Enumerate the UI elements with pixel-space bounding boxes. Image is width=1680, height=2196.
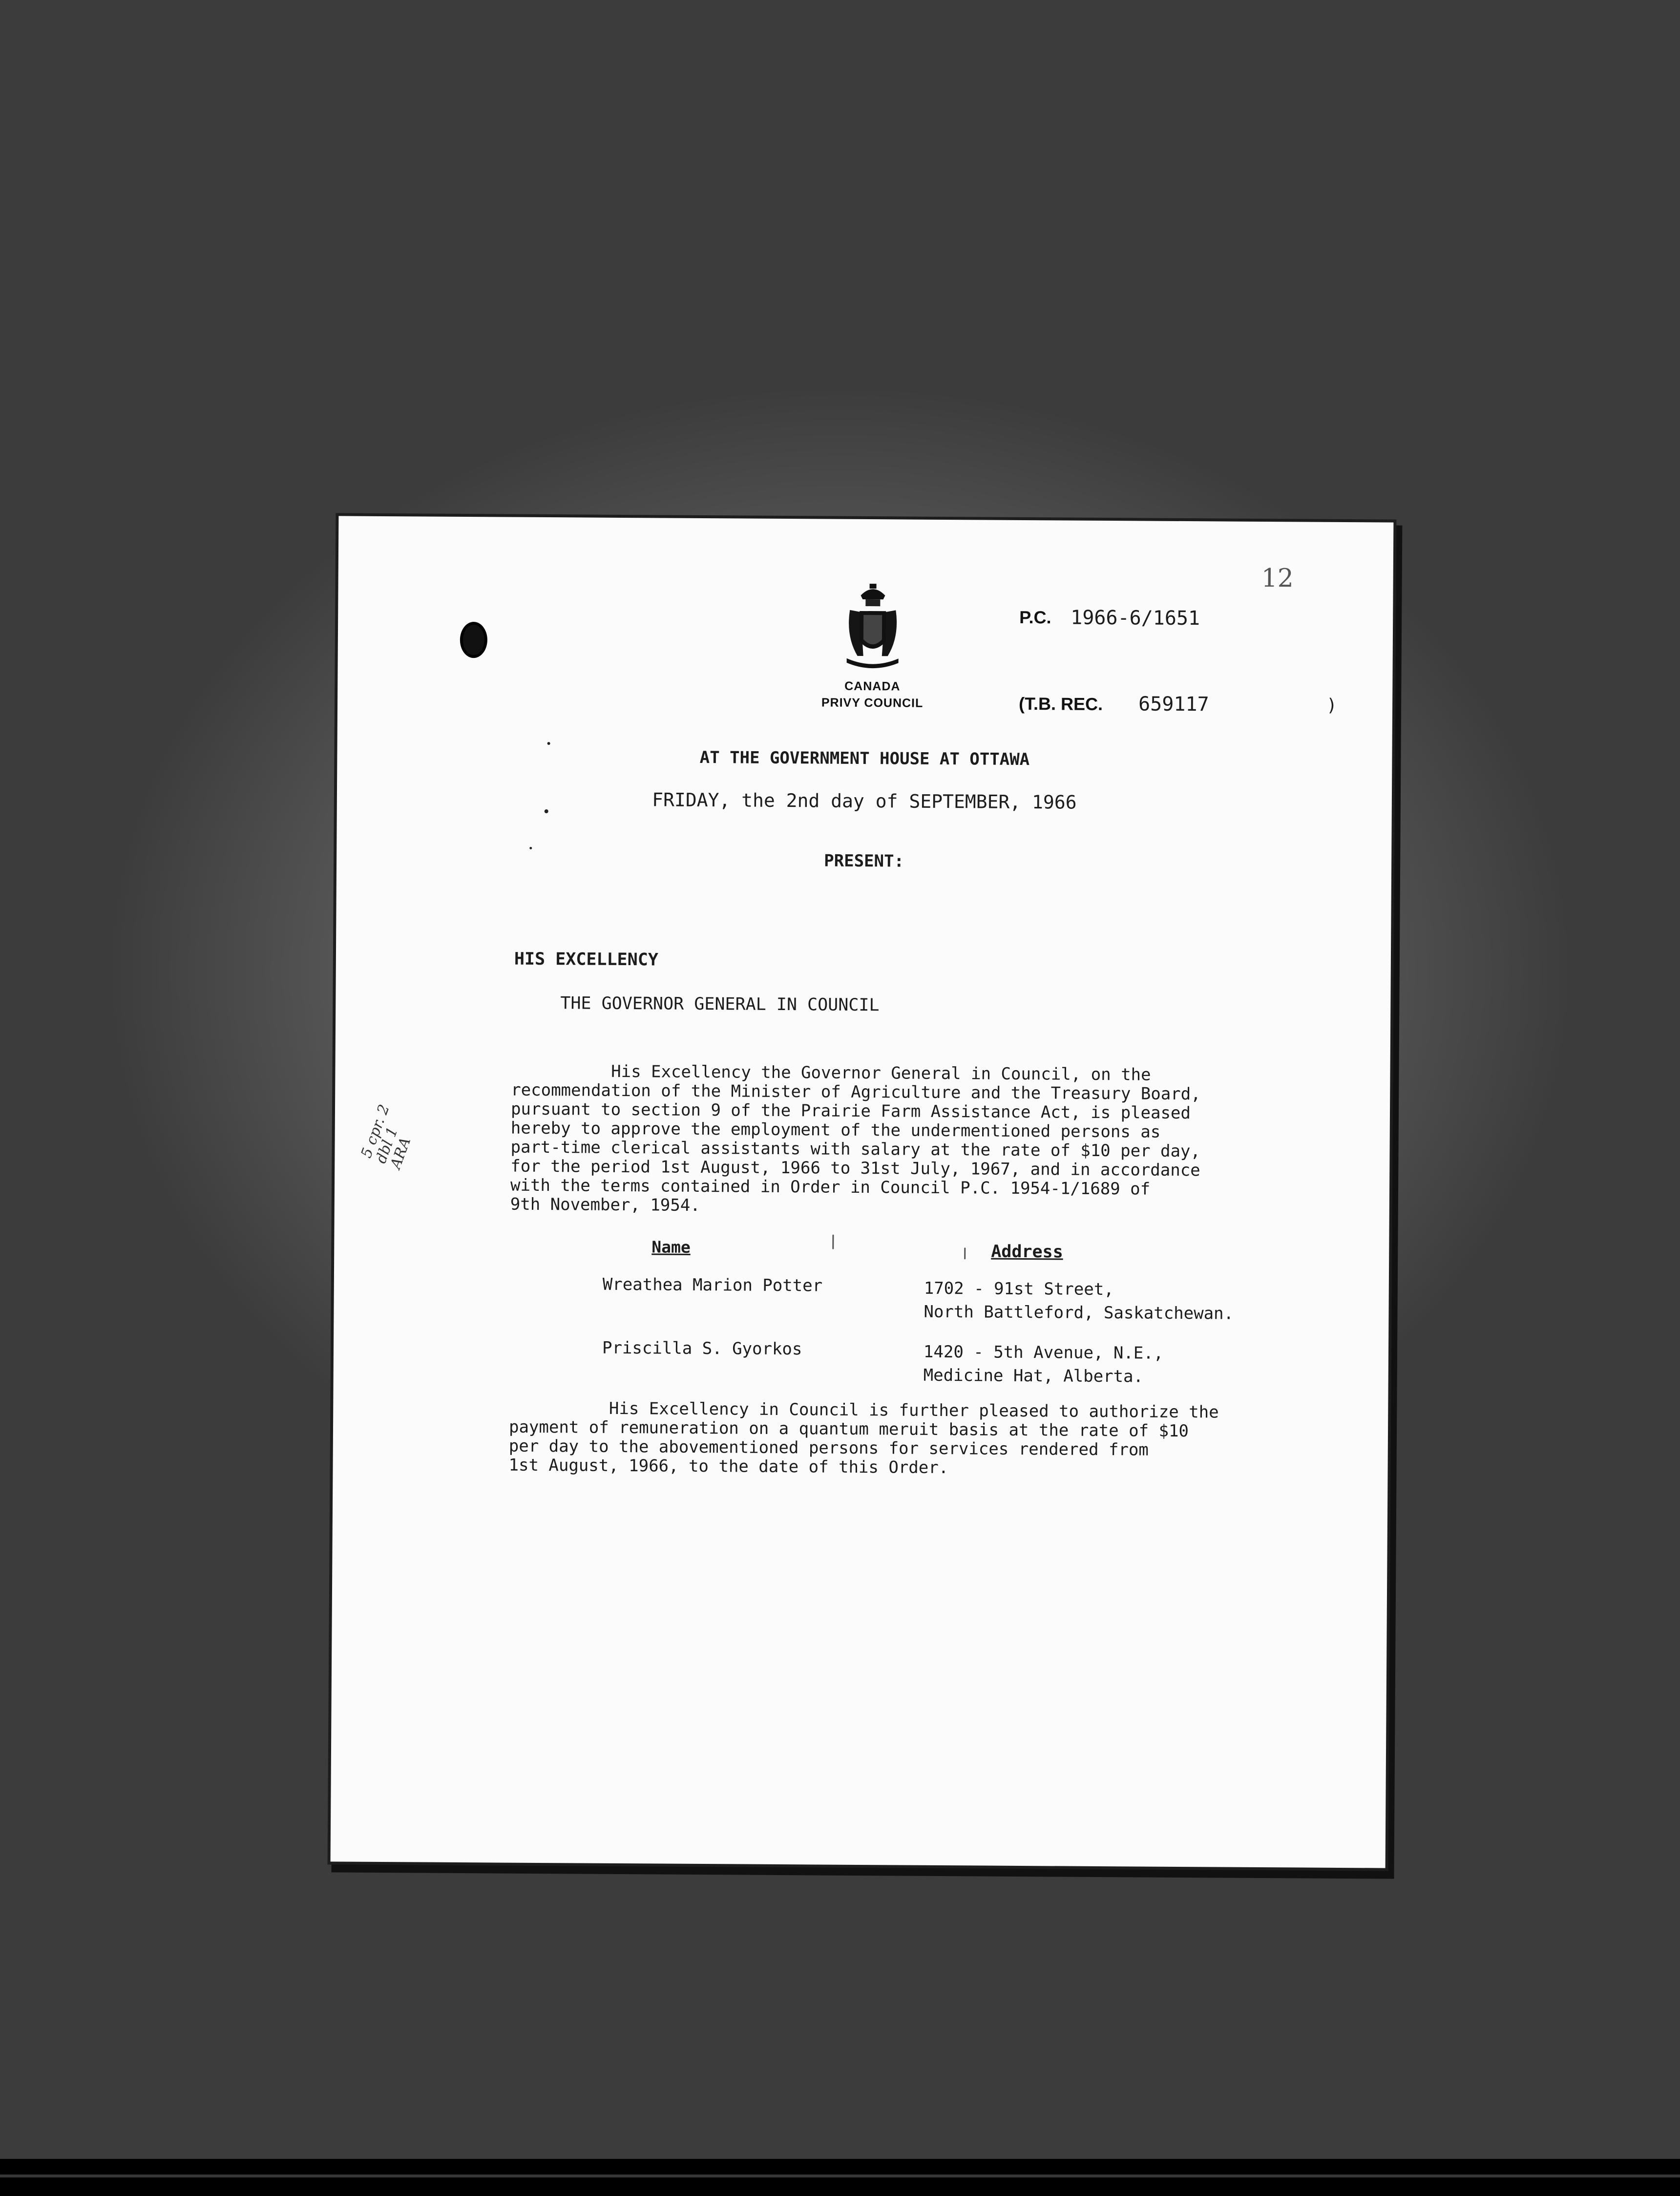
- document-page: [331, 516, 1394, 1868]
- pen-mark: [832, 1235, 834, 1249]
- address-column-header: Address: [991, 1242, 1063, 1262]
- person-address: 1420 - 5th Avenue, N.E., Medicine Hat, Alberta.: [923, 1342, 1164, 1387]
- pc-label: P.C.: [1019, 607, 1051, 628]
- order-paragraph-1: His Excellency the Governor General in Council, on the recommendation of the Minister of Agriculture and the Treasury Board, pursuant to section 9 of the Prairie Farm Assistance Act, is pleased hereby to approve the employment of the undermentioned persons as part-time clerical assistants with salary at the rate of $10 per day, for the period 1st August, 1966 to 31st July, 1967, and in accordance with the terms contained in Order in Council P.C. 1954-1/1689 of 9th November, 1954.: [510, 1061, 1201, 1215]
- governor-general-heading: THE GOVERNOR GENERAL IN COUNCIL: [560, 993, 880, 1015]
- person-name: Wreathea Marion Potter: [602, 1274, 823, 1296]
- dust-speck: [545, 809, 548, 813]
- person-name: Priscilla S. Gyorkos: [602, 1338, 802, 1359]
- name-column-header: Name: [651, 1237, 691, 1257]
- person-address: 1702 - 91st Street, North Battleford, Saskatchewan.: [924, 1278, 1234, 1324]
- crest-caption-canada: CANADA: [844, 679, 901, 694]
- his-excellency-heading: HIS EXCELLENCY: [514, 949, 659, 970]
- venue-line: AT THE GOVERNMENT HOUSE AT OTTAWA: [699, 747, 1030, 770]
- canada-coat-of-arms-icon: [841, 583, 905, 671]
- pen-mark: [964, 1247, 966, 1259]
- dust-speck: [529, 847, 532, 849]
- dust-speck: [547, 742, 550, 745]
- handwritten-margin-note: 5 cpr. 2 dbl 1 ARA: [357, 1102, 415, 1171]
- page-number: 12: [1261, 563, 1294, 593]
- tb-rec-number: 659117: [1138, 693, 1209, 716]
- order-paragraph-2: His Excellency in Council is further pleased to authorize the payment of remuneration on a quantum meruit basis at the rate of $10 per day to the abovementioned persons for services rendered from 1st August, 1966, to the date of this Order.: [508, 1398, 1219, 1478]
- tb-rec-close-paren: ): [1326, 695, 1337, 716]
- pc-number: 1966-6/1651: [1071, 606, 1200, 630]
- tb-rec-label: (T.B. REC.: [1018, 693, 1103, 714]
- present-heading: PRESENT:: [824, 851, 904, 871]
- film-edge-line: [0, 2175, 1680, 2177]
- film-border: [0, 2159, 1680, 2196]
- punch-hole: [460, 622, 487, 658]
- crest-caption-privy-council: PRIVY COUNCIL: [821, 696, 924, 710]
- date-line: FRIDAY, the 2nd day of SEPTEMBER, 1966: [652, 789, 1077, 813]
